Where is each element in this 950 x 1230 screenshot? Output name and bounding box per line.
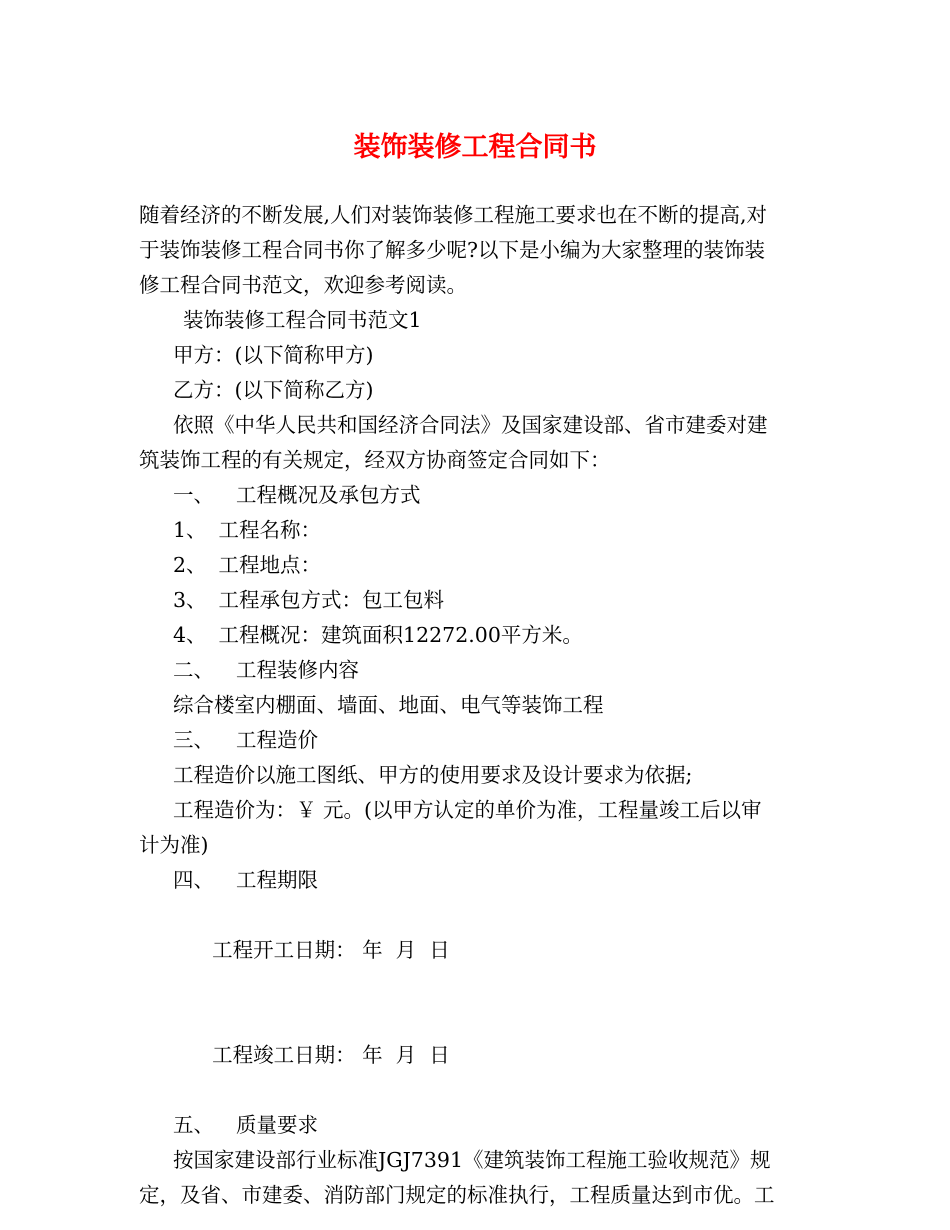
item-number: 2、 bbox=[173, 553, 207, 577]
section-1-heading bbox=[139, 478, 819, 513]
party-b: 乙方：(以下简称乙方) bbox=[173, 378, 374, 402]
section-2-text: 综合楼室内棚面、墙面、地面、电气等装饰工程 bbox=[173, 693, 604, 717]
section-3-number: 三、 bbox=[173, 728, 214, 752]
section-3-text-2-line-1: 工程造价为：￥ 元。(以甲方认定的单价为准，工程量竣工后以审 bbox=[173, 798, 762, 822]
party-a: 甲方：(以下简称甲方) bbox=[173, 343, 374, 367]
section-5-line-2: 定，及省、市建委、消防部门规定的标准执行，工程质量达到市优。工 bbox=[139, 1183, 775, 1207]
section-2-heading bbox=[139, 653, 819, 688]
document-title: 装饰装修工程合同书 bbox=[353, 132, 597, 163]
end-date-value: 年 月 日 bbox=[362, 1043, 450, 1067]
sample-heading: 装饰装修工程合同书范文1 bbox=[183, 308, 422, 332]
item-text: 工程地点： bbox=[218, 553, 322, 577]
section-5-number: 五、 bbox=[173, 1113, 214, 1137]
section-5-heading bbox=[139, 1108, 819, 1143]
section-3-heading bbox=[139, 723, 819, 758]
section-4-title: 工程期限 bbox=[236, 868, 318, 892]
basis-line-1: 依照《中华人民共和国经济合同法》及国家建设部、省市建委对建 bbox=[173, 413, 768, 437]
section-1-item bbox=[139, 513, 819, 548]
section-1-item bbox=[139, 583, 819, 618]
section-1-item bbox=[139, 548, 819, 583]
section-4-number: 四、 bbox=[173, 868, 214, 892]
start-date-value: 年 月 日 bbox=[362, 938, 450, 962]
intro-line-2: 于装饰装修工程合同书你了解多少呢?以下是小编为大家整理的装饰装 bbox=[139, 238, 765, 262]
item-number: 3、 bbox=[173, 588, 207, 612]
end-date-label: 工程竣工日期： bbox=[212, 1043, 356, 1067]
section-2-number: 二、 bbox=[173, 658, 214, 682]
section-1-number: 一、 bbox=[173, 483, 214, 507]
section-5-line-1: 按国家建设部行业标准JGJ7391《建筑装饰工程施工验收规范》规 bbox=[173, 1148, 771, 1172]
intro-line-1: 随着经济的不断发展,人们对装饰装修工程施工要求也在不断的提高,对 bbox=[139, 203, 768, 227]
section-1-title: 工程概况及承包方式 bbox=[236, 483, 421, 507]
section-3-title: 工程造价 bbox=[236, 728, 318, 752]
section-3-text-2-line-2: 计为准) bbox=[139, 833, 209, 857]
section-5-title: 质量要求 bbox=[236, 1113, 318, 1137]
item-text: 工程概况：建筑面积12272.00平方米。 bbox=[218, 623, 583, 647]
section-2-title: 工程装修内容 bbox=[236, 658, 359, 682]
intro-line-3: 修工程合同书范文，欢迎参考阅读。 bbox=[139, 273, 467, 297]
item-number: 4、 bbox=[173, 623, 207, 647]
section-1-item bbox=[139, 618, 819, 653]
item-number: 1、 bbox=[173, 518, 207, 542]
item-text: 工程名称： bbox=[218, 518, 322, 542]
document-body bbox=[139, 198, 819, 1213]
section-4-heading bbox=[139, 863, 819, 898]
item-text: 工程承包方式：包工包料 bbox=[218, 588, 445, 612]
basis-line-2: 筑装饰工程的有关规定，经双方协商签定合同如下： bbox=[139, 448, 611, 472]
start-date-line bbox=[139, 898, 819, 1003]
start-date-label: 工程开工日期： bbox=[212, 938, 356, 962]
section-3-text-1: 工程造价以施工图纸、甲方的使用要求及设计要求为依据; bbox=[173, 763, 693, 787]
end-date-line bbox=[139, 1003, 819, 1108]
